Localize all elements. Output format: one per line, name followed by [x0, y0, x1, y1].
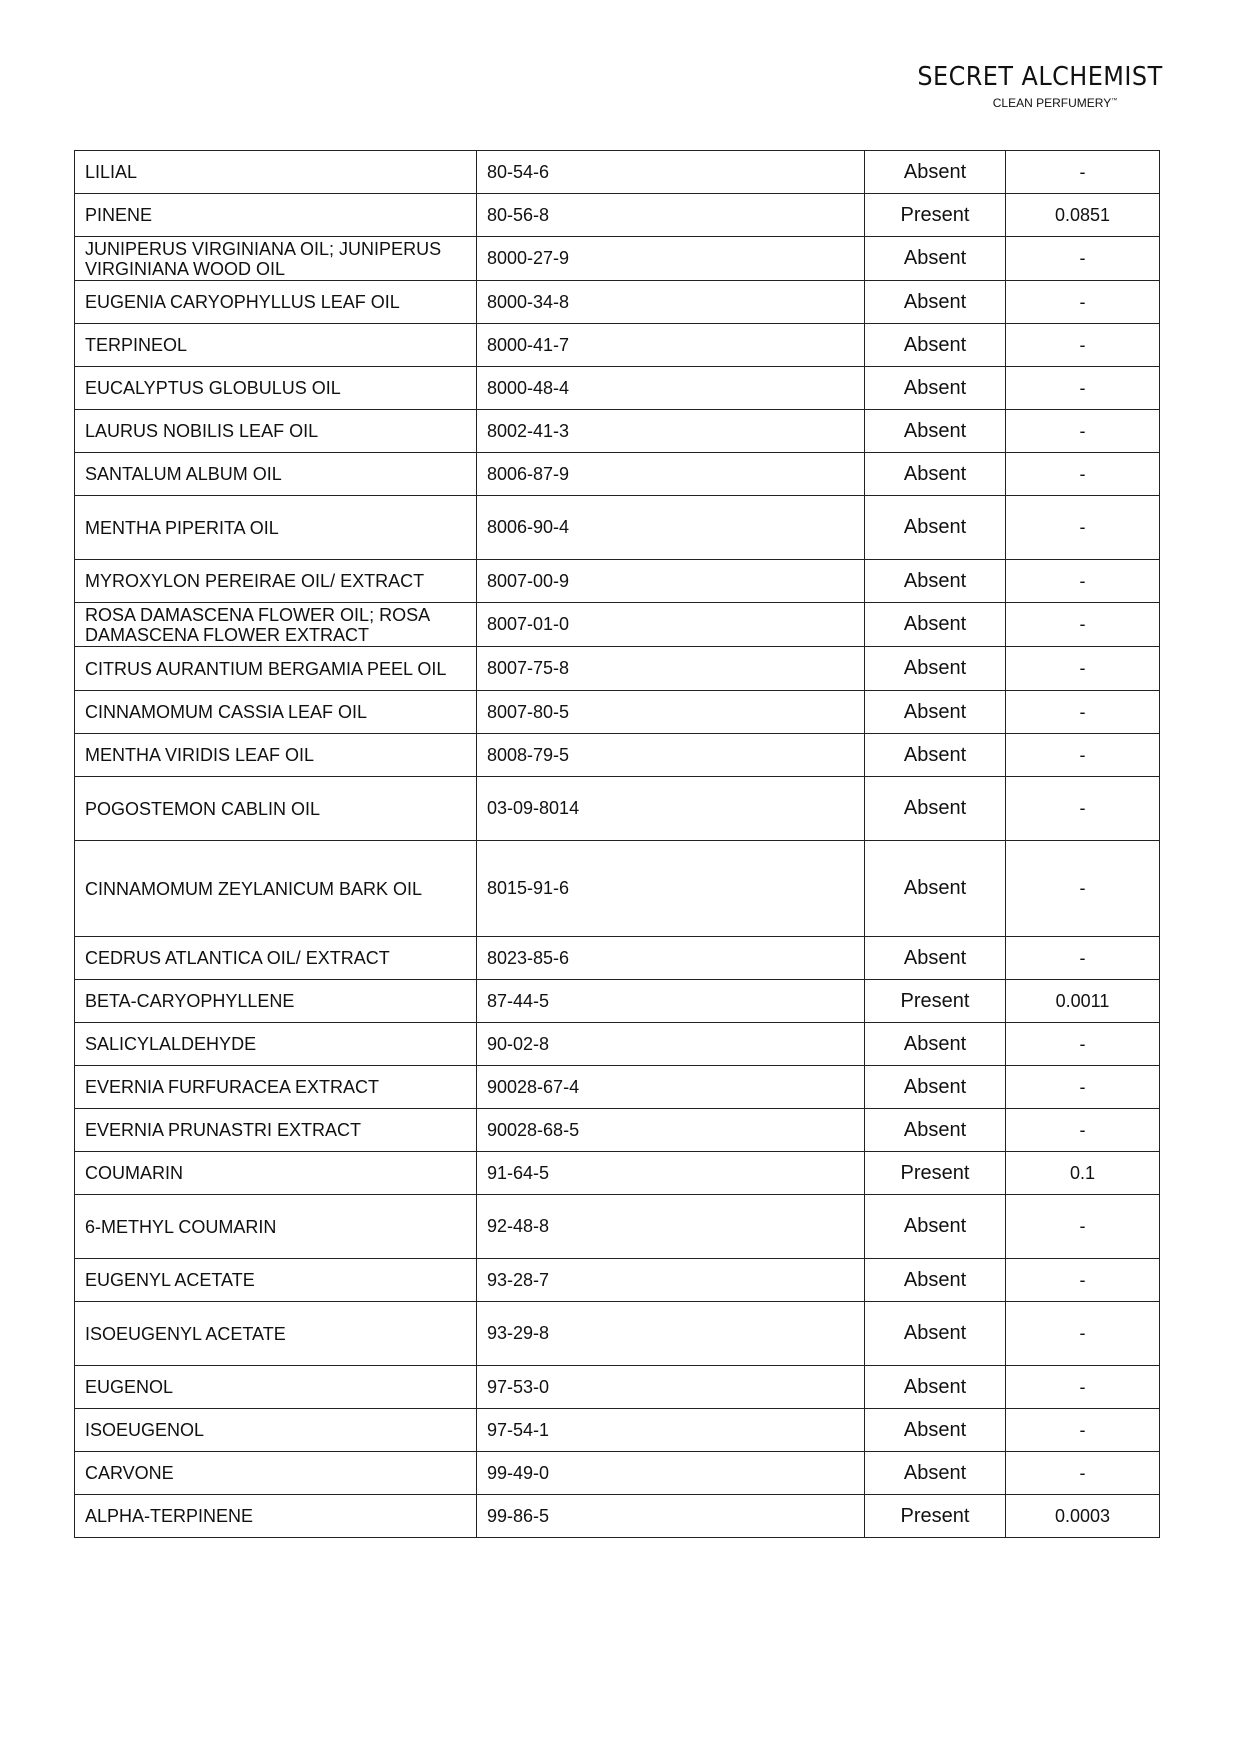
cas-number-cell: 8000-41-7	[477, 324, 865, 367]
presence-status-cell: Absent	[865, 281, 1006, 324]
concentration-cell: -	[1006, 324, 1160, 367]
cas-number-cell: 91-64-5	[477, 1152, 865, 1195]
table-row	[75, 560, 1160, 603]
substance-name-cell: ISOEUGENYL ACETATE	[75, 1302, 477, 1366]
cas-number-cell: 93-29-8	[477, 1302, 865, 1366]
substance-name-cell: EUGENYL ACETATE	[75, 1259, 477, 1302]
cas-number-cell: 92-48-8	[477, 1195, 865, 1259]
cas-number-cell: 8006-90-4	[477, 496, 865, 560]
presence-status-cell: Absent	[865, 603, 1006, 647]
concentration-cell: -	[1006, 1259, 1160, 1302]
substance-name-cell: CITRUS AURANTIUM BERGAMIA PEEL OIL	[75, 647, 477, 691]
concentration-cell: 0.0003	[1006, 1495, 1160, 1538]
presence-status-cell: Absent	[865, 1302, 1006, 1366]
substance-name-cell: TERPINEOL	[75, 324, 477, 367]
cas-number-cell: 93-28-7	[477, 1259, 865, 1302]
table-row	[75, 691, 1160, 734]
substance-name-cell: BETA-CARYOPHYLLENE	[75, 980, 477, 1023]
substance-name-cell: ROSA DAMASCENA FLOWER OIL; ROSA DAMASCENA FLOWER EXTRACT	[75, 603, 477, 647]
concentration-cell: -	[1006, 647, 1160, 691]
substance-name-cell: ISOEUGENOL	[75, 1409, 477, 1452]
cas-number-cell: 8007-00-9	[477, 560, 865, 603]
cas-number-cell: 90-02-8	[477, 1023, 865, 1066]
cas-number-cell: 99-49-0	[477, 1452, 865, 1495]
substance-name-cell: MYROXYLON PEREIRAE OIL/ EXTRACT	[75, 560, 477, 603]
concentration-cell: -	[1006, 237, 1160, 281]
presence-status-cell: Present	[865, 1152, 1006, 1195]
table-row	[75, 410, 1160, 453]
presence-status-cell: Absent	[865, 410, 1006, 453]
table-row	[75, 194, 1160, 237]
concentration-cell: -	[1006, 151, 1160, 194]
table-row	[75, 1452, 1160, 1495]
trademark-mark: ™	[1111, 98, 1118, 104]
substance-name-cell: POGOSTEMON CABLIN OIL	[75, 777, 477, 841]
cas-number-cell: 8008-79-5	[477, 734, 865, 777]
substance-name-cell: ALPHA-TERPINENE	[75, 1495, 477, 1538]
cas-number-cell: 8002-41-3	[477, 410, 865, 453]
concentration-cell: -	[1006, 1195, 1160, 1259]
table-row	[75, 453, 1160, 496]
cas-number-cell: 8006-87-9	[477, 453, 865, 496]
cas-number-cell: 8000-48-4	[477, 367, 865, 410]
table-row	[75, 324, 1160, 367]
substance-name-cell: MENTHA VIRIDIS LEAF OIL	[75, 734, 477, 777]
table-row	[75, 734, 1160, 777]
table-row	[75, 496, 1160, 560]
substance-name-cell: EUGENOL	[75, 1366, 477, 1409]
cas-number-cell: 99-86-5	[477, 1495, 865, 1538]
concentration-cell: 0.1	[1006, 1152, 1160, 1195]
presence-status-cell: Absent	[865, 560, 1006, 603]
presence-status-cell: Absent	[865, 1409, 1006, 1452]
presence-status-cell: Absent	[865, 237, 1006, 281]
substance-name-cell: EVERNIA PRUNASTRI EXTRACT	[75, 1109, 477, 1152]
presence-status-cell: Absent	[865, 777, 1006, 841]
table-row	[75, 1023, 1160, 1066]
presence-status-cell: Absent	[865, 1066, 1006, 1109]
table-row	[75, 777, 1160, 841]
cas-number-cell: 87-44-5	[477, 980, 865, 1023]
concentration-cell: -	[1006, 777, 1160, 841]
substance-name-cell: PINENE	[75, 194, 477, 237]
concentration-cell: -	[1006, 1366, 1160, 1409]
concentration-cell: -	[1006, 734, 1160, 777]
presence-status-cell: Absent	[865, 496, 1006, 560]
concentration-cell: -	[1006, 691, 1160, 734]
presence-status-cell: Absent	[865, 647, 1006, 691]
cas-number-cell: 03-09-8014	[477, 777, 865, 841]
cas-number-cell: 90028-68-5	[477, 1109, 865, 1152]
concentration-cell: -	[1006, 496, 1160, 560]
substance-table-body	[75, 151, 1160, 1538]
presence-status-cell: Absent	[865, 1023, 1006, 1066]
substance-name-cell: SALICYLALDEHYDE	[75, 1023, 477, 1066]
table-row	[75, 1195, 1160, 1259]
table-row	[75, 603, 1160, 647]
cas-number-cell: 90028-67-4	[477, 1066, 865, 1109]
substance-name-cell: LAURUS NOBILIS LEAF OIL	[75, 410, 477, 453]
cas-number-cell: 8000-34-8	[477, 281, 865, 324]
brand-tagline-line	[900, 93, 1180, 111]
substance-name-cell: SANTALUM ALBUM OIL	[75, 453, 477, 496]
substance-name-cell: CINNAMOMUM ZEYLANICUM BARK OIL	[75, 841, 477, 937]
presence-status-cell: Absent	[865, 453, 1006, 496]
table-row	[75, 937, 1160, 980]
concentration-cell: -	[1006, 937, 1160, 980]
table-row	[75, 1152, 1160, 1195]
substance-name-cell: MENTHA PIPERITA OIL	[75, 496, 477, 560]
presence-status-cell: Absent	[865, 324, 1006, 367]
presence-status-cell: Absent	[865, 151, 1006, 194]
presence-status-cell: Absent	[865, 1452, 1006, 1495]
cas-number-cell: 8007-01-0	[477, 603, 865, 647]
cas-number-cell: 80-54-6	[477, 151, 865, 194]
presence-status-cell: Absent	[865, 841, 1006, 937]
table-row	[75, 281, 1160, 324]
substance-table	[74, 150, 1160, 1538]
concentration-cell: -	[1006, 1023, 1160, 1066]
concentration-cell: -	[1006, 841, 1160, 937]
concentration-cell: 0.0851	[1006, 194, 1160, 237]
concentration-cell: -	[1006, 1452, 1160, 1495]
brand-name: SECRET ALCHEMIST	[917, 62, 1163, 92]
brand-tagline: CLEAN PERFUMERY	[992, 96, 1112, 110]
substance-name-cell: 6-METHYL COUMARIN	[75, 1195, 477, 1259]
presence-status-cell: Present	[865, 1495, 1006, 1538]
table-row	[75, 151, 1160, 194]
table-row	[75, 980, 1160, 1023]
cas-number-cell: 80-56-8	[477, 194, 865, 237]
substance-name-cell: LILIAL	[75, 151, 477, 194]
table-row	[75, 367, 1160, 410]
cas-number-cell: 8007-75-8	[477, 647, 865, 691]
concentration-cell: -	[1006, 560, 1160, 603]
concentration-cell: -	[1006, 1409, 1160, 1452]
table-row	[75, 1109, 1160, 1152]
table-row	[75, 1495, 1160, 1538]
presence-status-cell: Present	[865, 194, 1006, 237]
concentration-cell: 0.0011	[1006, 980, 1160, 1023]
presence-status-cell: Present	[865, 980, 1006, 1023]
table-row	[75, 647, 1160, 691]
presence-status-cell: Absent	[865, 1195, 1006, 1259]
presence-status-cell: Absent	[865, 691, 1006, 734]
brand-logo	[900, 62, 1180, 110]
table-row	[75, 237, 1160, 281]
table-row	[75, 1259, 1160, 1302]
table-row	[75, 1366, 1160, 1409]
table-row	[75, 1302, 1160, 1366]
presence-status-cell: Absent	[865, 734, 1006, 777]
presence-status-cell: Absent	[865, 1366, 1006, 1409]
presence-status-cell: Absent	[865, 1259, 1006, 1302]
presence-status-cell: Absent	[865, 937, 1006, 980]
concentration-cell: -	[1006, 453, 1160, 496]
substance-name-cell: CEDRUS ATLANTICA OIL/ EXTRACT	[75, 937, 477, 980]
substance-name-cell: EVERNIA FURFURACEA EXTRACT	[75, 1066, 477, 1109]
concentration-cell: -	[1006, 1302, 1160, 1366]
presence-status-cell: Absent	[865, 1109, 1006, 1152]
concentration-cell: -	[1006, 1066, 1160, 1109]
substance-name-cell: COUMARIN	[75, 1152, 477, 1195]
substance-name-cell: CARVONE	[75, 1452, 477, 1495]
substance-name-cell: EUCALYPTUS GLOBULUS OIL	[75, 367, 477, 410]
concentration-cell: -	[1006, 367, 1160, 410]
cas-number-cell: 8000-27-9	[477, 237, 865, 281]
substance-name-cell: EUGENIA CARYOPHYLLUS LEAF OIL	[75, 281, 477, 324]
table-row	[75, 841, 1160, 937]
concentration-cell: -	[1006, 281, 1160, 324]
presence-status-cell: Absent	[865, 367, 1006, 410]
table-row	[75, 1409, 1160, 1452]
table-row	[75, 1066, 1160, 1109]
cas-number-cell: 8015-91-6	[477, 841, 865, 937]
cas-number-cell: 8007-80-5	[477, 691, 865, 734]
concentration-cell: -	[1006, 603, 1160, 647]
substance-name-cell: CINNAMOMUM CASSIA LEAF OIL	[75, 691, 477, 734]
concentration-cell: -	[1006, 1109, 1160, 1152]
substance-name-cell: JUNIPERUS VIRGINIANA OIL; JUNIPERUS VIRGINIANA WOOD OIL	[75, 237, 477, 281]
cas-number-cell: 97-54-1	[477, 1409, 865, 1452]
cas-number-cell: 97-53-0	[477, 1366, 865, 1409]
cas-number-cell: 8023-85-6	[477, 937, 865, 980]
concentration-cell: -	[1006, 410, 1160, 453]
